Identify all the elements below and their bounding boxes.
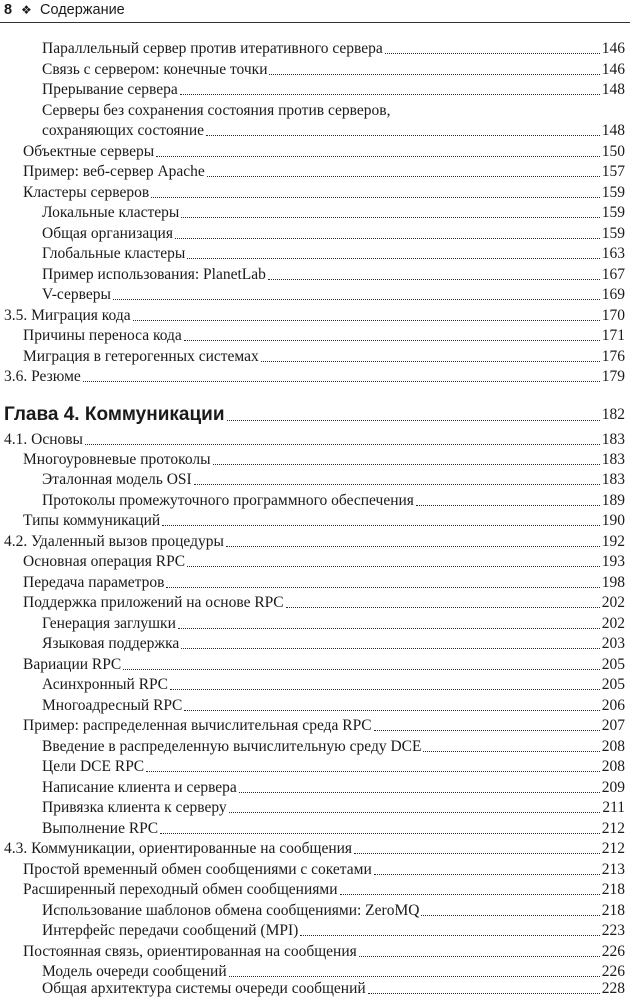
toc-entry-title: Причины переноса кода: [23, 327, 182, 344]
chapter-title: Глава 4. Коммуникации: [4, 404, 225, 425]
dot-leader: [85, 444, 600, 445]
toc-entry-page: 183: [601, 431, 625, 448]
toc-entry-page: 211: [602, 799, 625, 816]
toc-entry-page: 212: [601, 840, 625, 857]
toc-entry-title: Вариации RPC: [23, 656, 122, 673]
dot-leader: [123, 669, 600, 670]
dot-leader: [207, 176, 600, 177]
toc-entry-page: 218: [601, 881, 625, 898]
toc-entry[interactable]: [42, 39, 625, 59]
dot-leader: [187, 566, 600, 567]
toc-entry-title: Пример: распределенная вычислительная среда RPC: [23, 717, 372, 734]
dot-leader: [166, 587, 599, 588]
toc-entry-title: Объектные серверы: [23, 143, 155, 160]
toc-entry-page: 202: [601, 594, 625, 611]
toc-entry-page: 170: [601, 307, 625, 324]
dot-leader: [421, 915, 599, 916]
ornament-icon: ❖: [21, 3, 32, 17]
dot-leader: [229, 812, 601, 813]
running-title: Содержание: [40, 2, 125, 18]
toc-entry[interactable]: [23, 347, 625, 367]
toc-entry-page: 148: [601, 122, 625, 139]
toc-entry-page: 192: [601, 533, 625, 550]
toc-entry-title: Глобальные кластеры: [42, 245, 186, 262]
toc-entry-page: 146: [601, 40, 625, 57]
toc-entry-title: Генерация заглушки: [42, 615, 176, 632]
dot-leader: [162, 525, 600, 526]
toc-entry[interactable]: [42, 470, 625, 490]
toc-entry-page: 167: [601, 266, 625, 283]
toc-entry[interactable]: [23, 162, 625, 182]
toc-entry-title: Цели DCE RPC: [42, 758, 145, 775]
toc-entry-title: Протоколы промежуточного программного обеспечения: [42, 492, 414, 509]
dot-leader: [160, 833, 600, 834]
toc-entry-page: 183: [601, 451, 625, 468]
dot-leader: [229, 976, 600, 977]
toc-entry-title: 4.2. Удаленный вызов процедуры: [4, 533, 224, 550]
toc-entry-title: Передача параметров: [23, 574, 165, 591]
toc-entry-page: 203: [601, 635, 625, 652]
toc-entry-title: Кластеры серверов: [23, 184, 150, 201]
toc-entry[interactable]: [4, 306, 625, 326]
toc-entry[interactable]: [23, 860, 625, 880]
toc-entry-page: 226: [601, 943, 625, 960]
dot-leader: [227, 420, 600, 421]
toc-entry[interactable]: [23, 142, 625, 162]
dot-leader: [368, 993, 600, 994]
toc-entry-page: 205: [601, 676, 625, 693]
toc-entry[interactable]: [42, 80, 625, 100]
toc-entry[interactable]: [42, 203, 625, 223]
dot-leader: [374, 874, 600, 875]
toc-entry[interactable]: [23, 655, 625, 675]
toc-entry[interactable]: [23, 573, 625, 593]
toc-entry-title: Использование шаблонов обмена сообщениями: ZeroMQ: [42, 902, 420, 919]
toc-entry[interactable]: [23, 942, 625, 962]
toc-entry[interactable]: [4, 430, 625, 450]
toc-entry[interactable]: [42, 265, 625, 285]
toc-entry-page: 205: [601, 656, 625, 673]
toc-entry[interactable]: [42, 737, 625, 757]
toc-entry-title: Поддержка приложений на основе RPC: [23, 594, 284, 611]
dot-leader: [181, 217, 599, 218]
dot-leader: [226, 546, 600, 547]
toc-entry-page: 159: [601, 204, 625, 221]
toc-entry-page: 163: [601, 245, 625, 262]
toc-entry-page: 208: [601, 758, 625, 775]
header-rule: [0, 22, 630, 23]
dot-leader: [239, 792, 600, 793]
dot-leader: [374, 730, 600, 731]
toc-entry[interactable]: [23, 593, 625, 613]
dot-leader: [133, 320, 600, 321]
chapter-page: 182: [601, 406, 625, 423]
toc-entry[interactable]: [42, 224, 625, 244]
toc-entry-title: сохраняющих состояние: [42, 122, 205, 139]
toc-entry-title: Серверы без сохранения состояния против серверов,: [42, 102, 391, 119]
toc-entry[interactable]: [42, 675, 625, 695]
toc-entry-title: Связь с сервером: конечные точки: [42, 61, 268, 78]
toc-entry-page: 190: [601, 512, 625, 529]
toc-entry[interactable]: [23, 880, 625, 900]
toc-entry-title: Локальные кластеры: [42, 204, 180, 221]
toc-entry-title: Простой временный обмен сообщениями с сокетами: [23, 861, 372, 878]
toc-entry-title: Языковая поддержка: [42, 635, 180, 652]
toc-entry[interactable]: [42, 798, 625, 818]
dot-leader: [178, 628, 600, 629]
toc-entry[interactable]: [42, 757, 625, 777]
toc-entry-title: Общая архитектура системы очереди сообщений: [42, 980, 366, 997]
dot-leader: [146, 771, 600, 772]
toc-entry-title: Эталонная модель OSI: [42, 471, 192, 488]
toc-entry-title: Расширенный переходный обмен сообщениями: [23, 881, 338, 898]
toc-entry-page: 223: [601, 922, 625, 939]
dot-leader: [423, 751, 599, 752]
toc-entry-page: 202: [601, 615, 625, 632]
toc-entry[interactable]: [42, 121, 625, 141]
toc-entry-page: 206: [601, 697, 625, 714]
toc-entry-page: 159: [601, 225, 625, 242]
toc-entry-title: Прерывание сервера: [42, 81, 178, 98]
dot-leader: [83, 381, 600, 382]
toc-entry[interactable]: [42, 979, 625, 999]
toc-entry[interactable]: [42, 60, 625, 80]
dot-leader: [181, 648, 599, 649]
dot-leader: [268, 279, 600, 280]
page-number: 8: [4, 2, 13, 18]
toc-entry-title: Выполнение RPC: [42, 820, 159, 837]
toc-entry-page: 169: [601, 286, 625, 303]
dot-leader: [194, 484, 600, 485]
toc-entry-page: 146: [601, 61, 625, 78]
toc-entry-title: Многоадресный RPC: [42, 697, 183, 714]
toc-entry-page: 228: [601, 980, 625, 997]
toc-entry[interactable]: [42, 491, 625, 511]
toc-entry-title: Миграция в гетерогенных системах: [23, 348, 259, 365]
toc-entry[interactable]: [42, 778, 625, 798]
dot-leader: [354, 853, 600, 854]
dot-leader: [151, 197, 600, 198]
toc-entry-page: 150: [601, 143, 625, 160]
toc-entry[interactable]: [42, 634, 625, 654]
toc-entry-title: Пример: веб-сервер Apache: [23, 163, 205, 180]
toc-entry-title: Параллельный сервер против итеративного сервера: [42, 40, 383, 57]
dot-leader: [175, 238, 600, 239]
toc-entry-title: Основная операция RPC: [23, 553, 186, 570]
dot-leader: [184, 710, 599, 711]
toc-entry-page: 209: [601, 779, 625, 796]
toc-entry[interactable]: [23, 716, 625, 736]
toc-entry[interactable]: [42, 614, 625, 634]
toc-entry[interactable]: [42, 285, 625, 305]
toc-entry[interactable]: [23, 552, 625, 572]
toc-entry-page: 207: [601, 717, 625, 734]
toc-entry-page: 212: [601, 820, 625, 837]
toc-entry[interactable]: [4, 532, 625, 552]
page-header: [0, 0, 630, 24]
toc-entry-title: 3.6. Резюме: [4, 368, 81, 385]
toc-entry-title: V-серверы: [42, 286, 111, 303]
dot-leader: [261, 361, 600, 362]
toc-entry-title: Введение в распределенную вычислительную среду DCE: [42, 738, 422, 755]
dot-leader: [156, 156, 600, 157]
toc-entry[interactable]: [4, 367, 625, 387]
dot-leader: [187, 258, 599, 259]
toc-entry-title: Привязка клиента к серверу: [42, 799, 227, 816]
toc-entry-title: Многоуровневые протоколы: [23, 451, 211, 468]
dot-leader: [170, 689, 600, 690]
toc-entry[interactable]: [42, 696, 625, 716]
toc-entry-page: 193: [601, 553, 625, 570]
dot-leader: [184, 340, 600, 341]
toc-entry-title: 4.3. Коммуникации, ориентированные на сообщения: [4, 840, 353, 857]
dot-leader: [385, 53, 600, 54]
toc-entry-page: 198: [601, 574, 625, 591]
toc-entry-title: Интерфейс передачи сообщений (MPI): [42, 922, 299, 939]
toc-entry[interactable]: [42, 101, 625, 121]
toc-entry-page: 208: [601, 738, 625, 755]
toc-entry[interactable]: [42, 901, 625, 921]
toc-entry[interactable]: [42, 921, 625, 941]
dot-leader: [416, 505, 600, 506]
toc-entry-title: 3.5. Миграция кода: [4, 307, 131, 324]
toc-entry[interactable]: [4, 839, 625, 859]
toc-entry-page: 189: [601, 492, 625, 509]
toc-entry-title: 4.1. Основы: [4, 431, 83, 448]
toc-entry-page: 159: [601, 184, 625, 201]
dot-leader: [300, 935, 599, 936]
dot-leader: [359, 956, 600, 957]
toc-entry-title: Пример использования: PlanetLab: [42, 266, 266, 283]
toc-entry-title: Модель очереди сообщений: [42, 963, 227, 980]
toc-entry[interactable]: [23, 326, 625, 346]
toc-entry-page: 226: [601, 963, 625, 980]
toc-entry-page: 176: [601, 348, 625, 365]
dot-leader: [213, 464, 600, 465]
dot-leader: [340, 894, 600, 895]
toc-entry-title: Асинхронный RPC: [42, 676, 168, 693]
toc-entry-page: 148: [601, 81, 625, 98]
toc-entry-page: 218: [601, 902, 625, 919]
toc-entry-title: Типы коммуникаций: [23, 512, 161, 529]
dot-leader: [206, 135, 600, 136]
dot-leader: [286, 607, 600, 608]
toc-entry[interactable]: [42, 819, 625, 839]
toc-entry-title: Общая организация: [42, 225, 173, 242]
toc-entry-page: 171: [601, 327, 625, 344]
toc-entry[interactable]: [42, 244, 625, 264]
dot-leader: [113, 299, 600, 300]
toc-entry-page: 179: [601, 368, 625, 385]
toc-entry-page: 157: [601, 163, 625, 180]
toc-entry[interactable]: [23, 450, 625, 470]
dot-leader: [180, 94, 600, 95]
toc-entry-title: Постоянная связь, ориентированная на сообщения: [23, 943, 357, 960]
toc-entry-title: Написание клиента и сервера: [42, 779, 237, 796]
toc-entry-page: 183: [601, 471, 625, 488]
toc-chapter-heading[interactable]: [4, 403, 625, 427]
toc-entry-page: 213: [601, 861, 625, 878]
toc-entry[interactable]: [23, 183, 625, 203]
dot-leader: [269, 74, 599, 75]
toc-entry[interactable]: [23, 511, 625, 531]
